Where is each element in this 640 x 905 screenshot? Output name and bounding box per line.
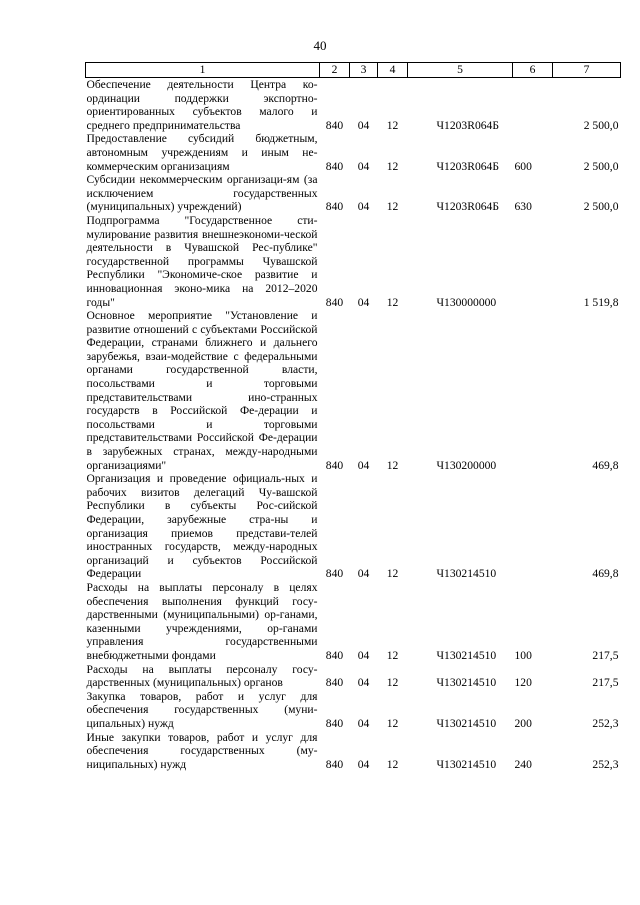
expense-type-code [513,214,553,309]
column-header: 4 [378,63,408,78]
amount: 217,5 [592,648,619,662]
expense-type-code: 120 [514,676,532,690]
table-row [86,581,621,663]
section-code: 04 [357,716,370,730]
column-header: 6 [513,63,553,78]
item-name: Закупка товаров, работ и услуг для обеспечения государственных (муни-ципальных) нужд [86,689,318,730]
section-code: 04 [357,118,370,132]
column-header: 1 [86,63,320,78]
expense-type-code [513,309,553,472]
target-article-code: Ч130000000 [436,295,497,309]
expense-type-code: 630 [514,200,532,214]
subsection-code: 12 [386,118,399,132]
amount: 1 519,8 [583,295,619,309]
item-name: Организация и проведение официаль-ных и рабочих визитов делегаций Чу-вашской Республики в субъекты Рос-сийской Федерации, зарубежные стра-ны и организация приемов представи-телей иностранных государств, между-народных организаций и субъектов Российской Федерации [86,472,318,581]
target-article-code: Ч1203R064Б [436,118,500,132]
subsection-code: 12 [386,648,399,662]
column-number-header [86,63,621,78]
expense-type-code: 240 [514,757,532,771]
table-row [86,214,621,309]
table-row [86,472,621,581]
target-article-code: Ч130214510 [436,567,497,581]
subsection-code: 12 [386,159,399,173]
section-code: 04 [357,200,370,214]
ministry-code: 840 [325,567,344,581]
item-name: Обеспечение деятельности Центра ко-ординации поддержки экспортно-ориентированных субъектов малого и среднего предпринимательства [86,78,318,132]
amount: 2 500,0 [583,159,619,173]
amount: 217,5 [592,676,619,690]
item-name: Иные закупки товаров, работ и услуг для обеспечения государственных (му-ниципальных) нужд [86,730,318,771]
item-name: Расходы на выплаты персоналу в целях обеспечения выполнения функций госу-дарственными (муниципальными) ор-ганами, казенными учреждениями, ор-ганами управления государственными внебюджетными фондами [86,580,318,662]
section-code: 04 [357,567,370,581]
ministry-code: 840 [325,200,344,214]
table-row [86,731,621,772]
table-row [86,173,621,214]
item-name: Расходы на выплаты персоналу госу-дарственных (муниципальных) органов [86,662,318,690]
expense-type-code [513,472,553,581]
amount: 2 500,0 [583,200,619,214]
amount: 469,8 [592,567,619,581]
table-row [86,663,621,690]
section-code: 04 [357,676,370,690]
budget-table [85,62,621,771]
target-article-code: Ч1203R064Б [436,159,500,173]
ministry-code: 840 [325,458,344,472]
item-name: Основное мероприятие "Установление и развитие отношений с субъектами Российской Федерации, странами ближнего и дальнего зарубежья, взаи-модействие с федеральными органами государственной власти, посольствами и торговыми представительствами ино-странных государств в Российской Фе-дерации и посольствами и торговыми представительствами Российской Фе-дерации в зарубежных странах, между-народными организациями" [86,309,318,472]
target-article-code: Ч130214510 [436,676,497,690]
amount: 252,3 [592,716,619,730]
section-code: 04 [357,295,370,309]
target-article-code: Ч130200000 [436,458,497,472]
expense-type-code: 100 [514,648,532,662]
column-header: 3 [350,63,378,78]
subsection-code: 12 [386,295,399,309]
ministry-code: 840 [325,159,344,173]
amount: 469,8 [592,458,619,472]
ministry-code: 840 [325,118,344,132]
expense-type-code [513,78,553,133]
column-header: 7 [553,63,621,78]
target-article-code: Ч130214510 [436,757,497,771]
target-article-code: Ч1203R064Б [436,200,500,214]
expense-type-code: 200 [514,716,532,730]
page-number: 40 [313,38,327,53]
ministry-code: 840 [325,648,344,662]
table-row [86,690,621,731]
column-header: 2 [320,63,350,78]
section-code: 04 [357,458,370,472]
section-code: 04 [357,648,370,662]
item-name: Субсидии некоммерческим организаци-ям (за исключением государственных (муниципальных) учреждений) [86,173,318,214]
subsection-code: 12 [386,676,399,690]
target-article-code: Ч130214510 [436,716,497,730]
expense-type-code: 600 [514,159,532,173]
ministry-code: 840 [325,716,344,730]
ministry-code: 840 [325,295,344,309]
table-row [86,132,621,173]
amount: 252,3 [592,757,619,771]
column-header: 5 [408,63,513,78]
section-code: 04 [357,757,370,771]
amount: 2 500,0 [583,118,619,132]
item-name: Подпрограмма "Государственное сти-мулирование развития внешнеэкономи-ческой деятельности в Чувашской Рес-публике" государственной программы Чувашской Республики "Экономиче-ское развитие и инновационная эконо-мика на 2012–2020 годы" [86,213,318,309]
subsection-code: 12 [386,200,399,214]
ministry-code: 840 [325,757,344,771]
subsection-code: 12 [386,716,399,730]
table-row [86,309,621,472]
item-name: Предоставление субсидий бюджетным, автономным учреждениям и иным не-коммерческим организациям [86,132,318,173]
subsection-code: 12 [386,458,399,472]
table-row [86,78,621,133]
target-article-code: Ч130214510 [436,648,497,662]
section-code: 04 [357,159,370,173]
subsection-code: 12 [386,567,399,581]
subsection-code: 12 [386,757,399,771]
ministry-code: 840 [325,676,344,690]
